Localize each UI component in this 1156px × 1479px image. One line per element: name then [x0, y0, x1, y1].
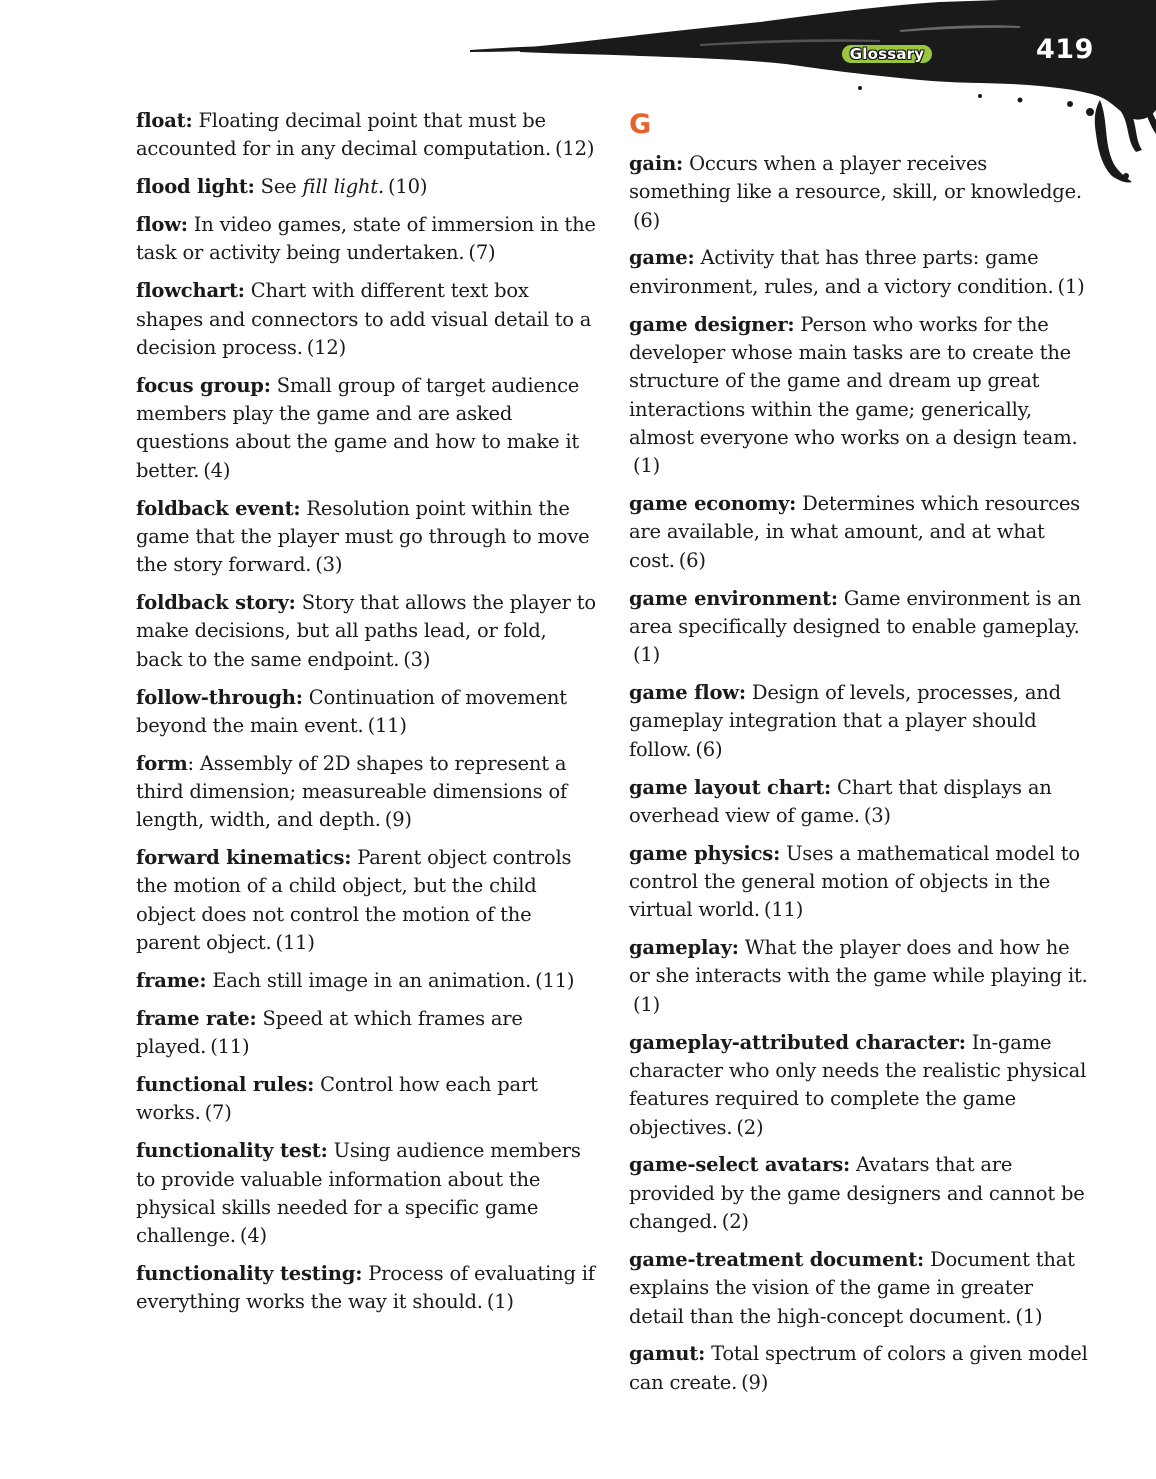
glossary-entry-functional-rules	[136, 1071, 596, 1128]
definition: What the player does and how he or she interacts with the game while playing it.	[629, 936, 1088, 988]
chapter-ref: (3)	[315, 553, 343, 577]
definition: Continuation of movement beyond the main event.	[136, 685, 567, 737]
chapter-ref: (1)	[633, 643, 661, 667]
term: gameplay-attributed character:	[629, 1030, 966, 1054]
definition: Control how each part works.	[136, 1073, 538, 1125]
section-tab: Glossary	[840, 43, 934, 65]
glossary-entry-frame-rate	[136, 1005, 596, 1062]
glossary-entry-gameplay	[629, 934, 1089, 1019]
chapter-ref: (4)	[203, 458, 231, 482]
term: functionality testing:	[136, 1262, 363, 1285]
definition: Document that explains the vision of the game in greater detail than the high-concept document.	[629, 1247, 1075, 1328]
chapter-ref: (11)	[275, 931, 315, 955]
glossary-entry-flow	[136, 211, 596, 268]
glossary-entry-foldback-story	[136, 589, 596, 674]
definition: Resolution point within the game that the player must go through to move the story forward.	[136, 496, 590, 577]
chapter-ref: (3)	[403, 647, 431, 671]
glossary-entry-game-layout-chart	[629, 774, 1089, 831]
definition: Speed at which frames are played.	[136, 1006, 523, 1059]
definition: Total spectrum of colors a given model can create.	[629, 1342, 1088, 1394]
glossary-entry-game-treatment-document	[629, 1246, 1089, 1331]
chapter-ref: (10)	[388, 175, 428, 199]
chapter-ref: (7)	[468, 241, 496, 265]
chapter-ref: (7)	[204, 1101, 232, 1125]
chapter-ref: (2)	[736, 1115, 764, 1139]
definition: Avatars that are provided by the game designers and cannot be changed.	[629, 1153, 1085, 1234]
glossary-entry-focus-group	[136, 372, 596, 485]
term: frame rate:	[136, 1006, 257, 1030]
glossary-entry-game-designer	[629, 311, 1089, 481]
chapter-ref: (6)	[633, 208, 661, 232]
definition: Story that allows the player to make decisions, but all paths lead, or fold, back to the same endpoint.	[136, 591, 596, 671]
term: game-select avatars:	[629, 1153, 850, 1177]
definition: In video games, state of immersion in the task or activity being undertaken.	[136, 213, 596, 265]
chapter-ref: (4)	[239, 1224, 267, 1248]
term: foldback story:	[136, 591, 296, 615]
term: follow-through:	[136, 685, 303, 709]
definition: Parent object controls the motion of a child object, but the child object does not control the motion of the parent object.	[136, 846, 572, 955]
glossary-column-left	[136, 107, 596, 1326]
chapter-ref: (11)	[367, 713, 407, 737]
glossary-entry-flowchart	[136, 277, 596, 362]
definition: Chart that displays an overhead view of game.	[629, 775, 1052, 827]
page-number: 419	[1036, 34, 1094, 65]
chapter-ref: (1)	[633, 454, 661, 478]
glossary-entry-foldback-event	[136, 495, 596, 580]
chapter-ref: (6)	[678, 548, 706, 572]
term: float:	[136, 109, 193, 132]
definition: Uses a mathematical model to control the general motion of objects in the virtual world.	[629, 841, 1080, 922]
term: forward kinematics:	[136, 846, 352, 870]
term: functional rules:	[136, 1073, 315, 1097]
section-letter-heading: G	[629, 109, 652, 140]
term: functionality test:	[136, 1139, 328, 1163]
glossary-entry-game-select-avatars	[629, 1151, 1089, 1236]
term: game:	[629, 246, 695, 270]
chapter-ref: (3)	[863, 803, 891, 827]
term: focus group:	[136, 373, 271, 397]
glossary-entry-gamut	[629, 1340, 1089, 1397]
chapter-ref: (9)	[384, 808, 412, 832]
definition: Each still image in an animation.	[212, 968, 532, 992]
glossary-entry-game-physics	[629, 840, 1089, 925]
glossary-entry-game-environment	[629, 585, 1089, 670]
term: gameplay:	[629, 936, 739, 960]
term: form	[136, 751, 188, 775]
term: gamut:	[629, 1342, 706, 1366]
chapter-ref: (1)	[1057, 274, 1085, 298]
term: flow:	[136, 213, 188, 237]
glossary-entry-forward-kinematics	[136, 844, 596, 957]
glossary-entry-flood-light	[136, 173, 596, 201]
definition: Game environment is an area specifically designed to enable gameplay.	[629, 586, 1082, 638]
glossary-entry-gain	[629, 150, 1089, 235]
term: gain:	[629, 152, 684, 175]
term: game environment:	[629, 586, 838, 610]
glossary-entry-gameplay-attributed-character	[629, 1029, 1089, 1142]
definition: Assembly of 2D shapes to represent a third dimension; measureable dimensions of length, width, and depth.	[136, 751, 568, 832]
term: game-treatment document:	[629, 1247, 925, 1271]
term: game layout chart:	[629, 775, 832, 799]
chapter-ref: (6)	[695, 737, 723, 761]
term: game economy:	[629, 492, 797, 516]
definition: Person who works for the developer whose main tasks are to create the structure of the game and dream up great interactions within the game; generically, almost everyone who works on a design team.	[629, 312, 1078, 449]
chapter-ref: (9)	[741, 1370, 769, 1394]
definition: Chart with different text box shapes and connectors to add visual detail to a decision process.	[136, 279, 592, 359]
term: game physics:	[629, 841, 781, 865]
cross-reference: fill light.	[302, 175, 384, 199]
separator: :	[187, 751, 194, 775]
chapter-ref: (12)	[306, 335, 346, 359]
term: game flow:	[629, 681, 746, 705]
chapter-ref: (11)	[763, 898, 804, 922]
definition: Floating decimal point that must be accounted for in any decimal computation.	[136, 109, 552, 161]
term: game designer:	[629, 312, 795, 336]
glossary-entry-functionality-testing	[136, 1260, 596, 1317]
glossary-entry-float	[136, 107, 596, 164]
definition: In-game character who only needs the realistic physical features required to complete the game objectives.	[629, 1030, 1087, 1139]
term: foldback event:	[136, 496, 301, 520]
definition: See	[260, 175, 297, 199]
definition: Small group of target audience members play the game and are asked questions about the game and how to make it better.	[136, 373, 580, 482]
term: flowchart:	[136, 279, 245, 303]
glossary-column-right	[629, 110, 1089, 1407]
definition: Activity that has three parts: game environment, rules, and a victory condition.	[629, 246, 1054, 298]
chapter-ref: (11)	[210, 1035, 250, 1059]
glossary-entry-frame	[136, 967, 596, 995]
definition: Using audience members to provide valuable information about the physical skills needed for a specific game challenge.	[136, 1139, 581, 1248]
definition: Design of levels, processes, and gameplay integration that a player should follow.	[629, 681, 1061, 761]
glossary-entry-follow-through	[136, 684, 596, 741]
chapter-ref: (11)	[535, 968, 575, 992]
term: flood light:	[136, 175, 255, 199]
glossary-entry-game-economy	[629, 490, 1089, 575]
chapter-ref: (12)	[555, 137, 595, 161]
chapter-ref: (1)	[1015, 1304, 1043, 1328]
chapter-ref: (2)	[721, 1210, 749, 1234]
glossary-entry-game	[629, 244, 1089, 301]
glossary-entry-form	[136, 750, 596, 835]
chapter-ref: (1)	[486, 1290, 514, 1314]
term: frame:	[136, 968, 207, 992]
definition: Process of evaluating if everything works the way it should.	[136, 1262, 595, 1314]
glossary-entry-functionality-test	[136, 1137, 596, 1250]
definition: Occurs when a player receives something like a resource, skill, or knowledge.	[629, 152, 1082, 204]
glossary-entry-game-flow	[629, 679, 1089, 764]
definition: Determines which resources are available, in what amount, and at what cost.	[629, 492, 1080, 572]
chapter-ref: (1)	[633, 992, 661, 1016]
